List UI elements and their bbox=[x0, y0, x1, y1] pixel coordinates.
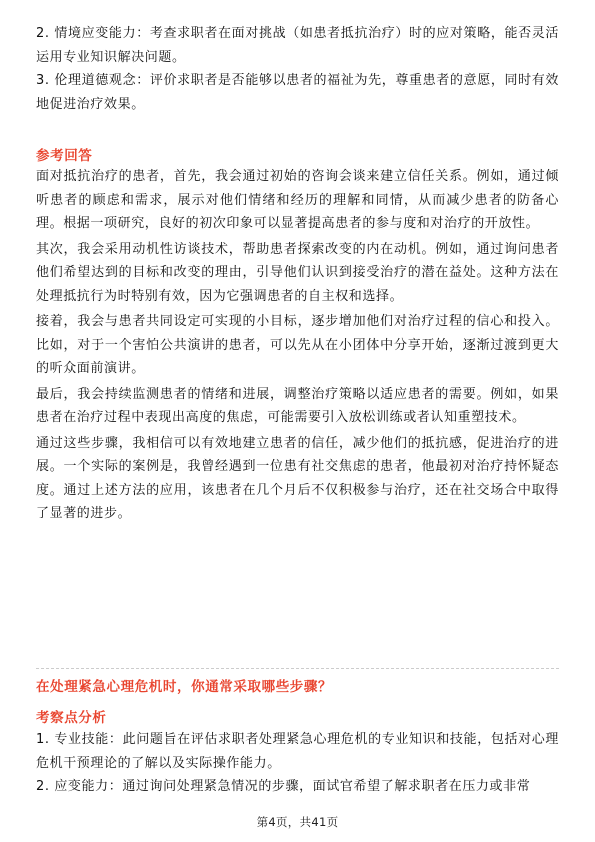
analysis-heading: 考察点分析 bbox=[36, 710, 107, 726]
analysis-body bbox=[36, 728, 559, 799]
analysis-item: 2. 应变能力：通过询问处理紧急情况的步骤，面试官希望了解求职者在压力或非常 bbox=[36, 779, 531, 794]
analysis-section bbox=[36, 708, 559, 728]
reference-paragraph: 最后，我会持续监测患者的情绪和进展，调整治疗策略以适应患者的需要。例如，如果患者在治疗过程中表现出高度的焦虑，可能需要引入放松训练或者认知重塑技术。 bbox=[36, 386, 559, 425]
intro-item: 3. 伦理道德观念：评价求职者是否能够以患者的福祉为先，尊重患者的意愿，同时有效地促进治疗效果。 bbox=[36, 73, 559, 112]
reference-paragraph: 面对抵抗治疗的患者，首先，我会通过初始的咨询会谈来建立信任关系。例如，通过倾听患者的顾虑和需求，展示对他们情绪和经历的理解和同情，从而减少患者的防备心理。根据一项研究，良好的初次印象可以显著提高患者的参与度和对治疗的开放性。 bbox=[36, 169, 559, 231]
intro-item: 2. 情境应变能力：考查求职者在面对挑战（如患者抵抗治疗）时的应对策略，能否灵活运用专业知识解决问题。 bbox=[36, 26, 559, 65]
question-section bbox=[36, 677, 559, 697]
reference-paragraph: 其次，我会采用动机性访谈技术，帮助患者探索改变的内在动机。例如，通过询问患者他们希望达到的目标和改变的理由，引导他们认识到接受治疗的潜在益处。这种方法在处理抵抗行为时特别有效，因为它强调患者的自主权和选择。 bbox=[36, 241, 559, 304]
reference-heading: 参考回答 bbox=[36, 148, 93, 164]
intro-section bbox=[36, 22, 559, 116]
page-footer: 第4页，共41页 bbox=[256, 815, 339, 829]
reference-body bbox=[36, 165, 559, 526]
section-divider bbox=[36, 668, 559, 669]
analysis-item: 1. 专业技能：此问题旨在评估求职者处理紧急心理危机的专业知识和技能，包括对心理危机干预理论的了解以及实际操作能力。 bbox=[36, 732, 559, 771]
question-title: 在处理紧急心理危机时，你通常采取哪些步骤？ bbox=[36, 679, 333, 695]
reference-paragraph: 接着，我会与患者共同设定可实现的小目标，逐步增加他们对治疗过程的信心和投入。比如，对于一个害怕公共演讲的患者，可以先从在小团体中分享开始，逐渐过渡到更大的听众面前演讲。 bbox=[36, 314, 559, 376]
reference-paragraph: 通过这些步骤，我相信可以有效地建立患者的信任，减少他们的抵抗感，促进治疗的进展。一个实际的案例是，我曾经遇到一位患有社交焦虑的患者，他最初对治疗持怀疑态度。通过上述方法的应用，该患者在几个月后不仅积极参与治疗，还在社交场合中取得了显著的进步。 bbox=[36, 435, 559, 521]
reference-section bbox=[36, 146, 559, 166]
